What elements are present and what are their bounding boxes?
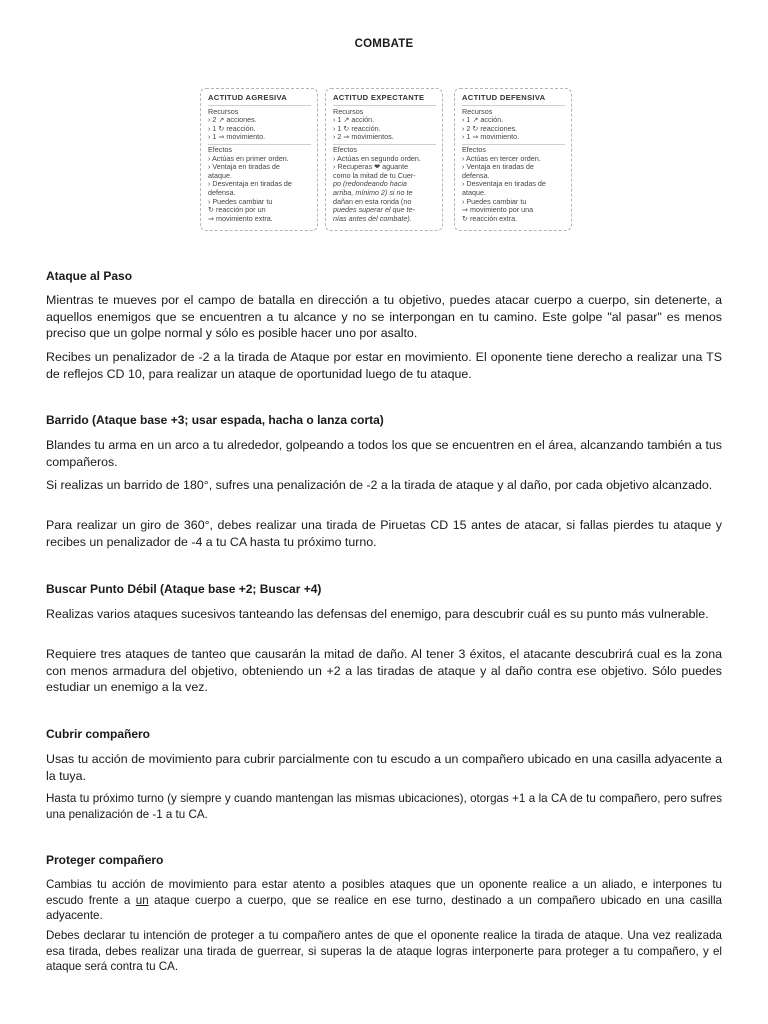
- card-line: › Actúas en segundo orden.: [333, 153, 421, 163]
- section-body: [46, 606, 722, 623]
- card-line: › Puedes cambiar tu: [462, 196, 527, 206]
- paragraph: Realizas varios ataques sucesivos tanteando las defensas del enemigo, para descubrir cuál es su punto más vulnerable.: [46, 607, 709, 621]
- section-body: [46, 646, 722, 696]
- card-line: › 2 ⇒ movimientos.: [333, 132, 394, 142]
- paragraph: Mientras te mueves por el campo de batalla en dirección a tu objetivo, puedes atacar cuerpo a cuerpo, sin detenerte, a aquellos enemigos que se encuentren a tu alcance y no se interpongan en tu camino. Este golpe "al pasar" es menos preciso que un golpe normal y sólo es posible hacer uno por asalto.: [46, 293, 722, 341]
- card-line: › Desventaja en tiradas de: [208, 179, 292, 189]
- card-line: › 2 ↻ reacciones.: [462, 123, 518, 133]
- card-expectant: [325, 88, 443, 231]
- card-line: › 1 ⇒ movimiento.: [462, 132, 520, 142]
- card-line: defensa.: [462, 170, 490, 180]
- section-body: [46, 477, 722, 494]
- section-heading: Proteger compañero: [46, 853, 164, 867]
- card-line: › Actúas en tercer orden.: [462, 153, 541, 163]
- card-defensive: [454, 88, 572, 231]
- section-body: [46, 751, 722, 784]
- card-line: › 2 ↗ acciones.: [208, 115, 257, 125]
- card-line: arriba, mínimo 2) si no te: [333, 187, 413, 197]
- card-line: ⇒ movimiento extra.: [208, 213, 273, 223]
- section-body: [46, 292, 722, 342]
- card-line: › 1 ⇒ movimiento.: [208, 132, 266, 142]
- card-line: ↻ reacción por un: [208, 205, 266, 215]
- card-line: puedes superar el que te-: [333, 205, 415, 215]
- paragraph: Blandes tu arma en un arco a tu alrededor, golpeando a todos los que se encuentren en el área, alcanzando también a tus compañeros.: [46, 438, 722, 469]
- card-line: › 1 ↻ reacción.: [208, 123, 256, 133]
- paragraph: Si realizas un barrido de 180°, sufres una penalización de -2 a la tirada de ataque y al daño, por cada objetivo alcanzado.: [46, 478, 713, 492]
- card-line: dañan en esta ronda (no: [333, 196, 412, 206]
- paragraph: Cambias tu acción de movimiento para estar atento a posibles ataques que un oponente realice a un aliado, e interpones tu escudo frente a un ataque cuerpo a cuerpo, que se realice en ese turno, destinado a un compañero ubicado en una casilla adyacente.: [46, 878, 722, 923]
- card-line: ataque.: [462, 187, 486, 197]
- card-title: ACTITUD AGRESIVA: [208, 94, 311, 106]
- card-line: › Puedes cambiar tu: [208, 196, 273, 206]
- section-body: [46, 791, 722, 822]
- paragraph: Usas tu acción de movimiento para cubrir parcialmente con tu escudo a un compañero ubicado en una casilla adyacente a la tuya.: [46, 752, 722, 783]
- card-line: ⇒ movimiento por una: [462, 205, 534, 215]
- efectos-label: Efectos: [208, 144, 232, 154]
- card-title: ACTITUD EXPECTANTE: [333, 94, 436, 106]
- recursos-label: Recursos: [208, 106, 239, 116]
- section-heading: Barrido (Ataque base +3; usar espada, hacha o lanza corta): [46, 413, 384, 427]
- paragraph-with-underline: [46, 877, 722, 924]
- paragraph: Debes declarar tu intención de proteger a tu compañero antes de que el oponente realice la tirada de ataque. Una vez realizada esa tirada, debes realizar una tirada de guerrear, si superas la de ataque logras interponerte para proteger a tu compañero, y el ataque será contra tu CA.: [46, 929, 722, 974]
- card-line: › Ventaja en tiradas de: [462, 162, 534, 172]
- document-title: COMBATE: [354, 38, 414, 50]
- card-line: › 1 ↻ reacción.: [333, 123, 381, 133]
- section-body: [46, 877, 722, 924]
- paragraph: Para realizar un giro de 360°, debes realizar una tirada de Piruetas CD 15 antes de atacar, si fallas pierdes tu ataque y recibes un penalizador de -4 a tu CA hasta tu próximo turno.: [46, 518, 722, 549]
- card-line: › Desventaja en tiradas de: [462, 179, 546, 189]
- section-heading: Cubrir compañero: [46, 727, 151, 741]
- recursos-label: Recursos: [333, 106, 364, 116]
- card-line: › Actúas en primer orden.: [208, 153, 289, 163]
- card-title: ACTITUD DEFENSIVA: [462, 94, 565, 106]
- section-body: [46, 437, 722, 470]
- card-line: › 1 ↗ acción.: [462, 115, 504, 125]
- section-body: [46, 349, 722, 382]
- card-line: ataque.: [208, 170, 232, 180]
- recursos-label: Recursos: [462, 106, 493, 116]
- card-line: como la mitad de tu Cuer-: [333, 170, 416, 180]
- card-aggressive: [200, 88, 318, 231]
- card-line: › Recuperas ❤ aguante: [333, 162, 409, 172]
- section-body: [46, 928, 722, 975]
- section-body: [46, 517, 722, 550]
- paragraph: Hasta tu próximo turno (y siempre y cuando mantengan las mismas ubicaciones), otorgas +1 a la CA de tu compañero, pero sufres una penalización de -1 a tu CA.: [46, 792, 722, 821]
- attitude-cards-figure: [200, 88, 572, 233]
- section-heading: Ataque al Paso: [46, 269, 133, 283]
- card-line: nías antes del combate).: [333, 213, 412, 223]
- card-line: › Ventaja en tiradas de: [208, 162, 280, 172]
- card-line: ↻ reacción extra.: [462, 213, 518, 223]
- card-line: › 1 ↗ acción.: [333, 115, 375, 125]
- section-heading: Buscar Punto Débil (Ataque base +2; Buscar +4): [46, 582, 322, 596]
- paragraph: Requiere tres ataques de tanteo que causarán la mitad de daño. Al tener 3 éxitos, el atacante descubrirá cual es la zona con menos armadura del objetivo, obteniendo un +2 a las tiradas de ataque y al daño contra ese objetivo. Sólo puedes estudiar un enemigo a la vez.: [46, 647, 722, 695]
- card-line: defensa.: [208, 187, 236, 197]
- efectos-label: Efectos: [333, 144, 357, 154]
- underlined-word: un: [135, 893, 149, 907]
- paragraph: Recibes un penalizador de -2 a la tirada de Ataque por estar en movimiento. El oponente tiene derecho a realizar una TS de reflejos CD 10, para realizar un ataque de oportunidad luego de tu ataque.: [46, 350, 722, 381]
- card-line: po (redondeando hacia: [333, 179, 407, 189]
- efectos-label: Efectos: [462, 144, 486, 154]
